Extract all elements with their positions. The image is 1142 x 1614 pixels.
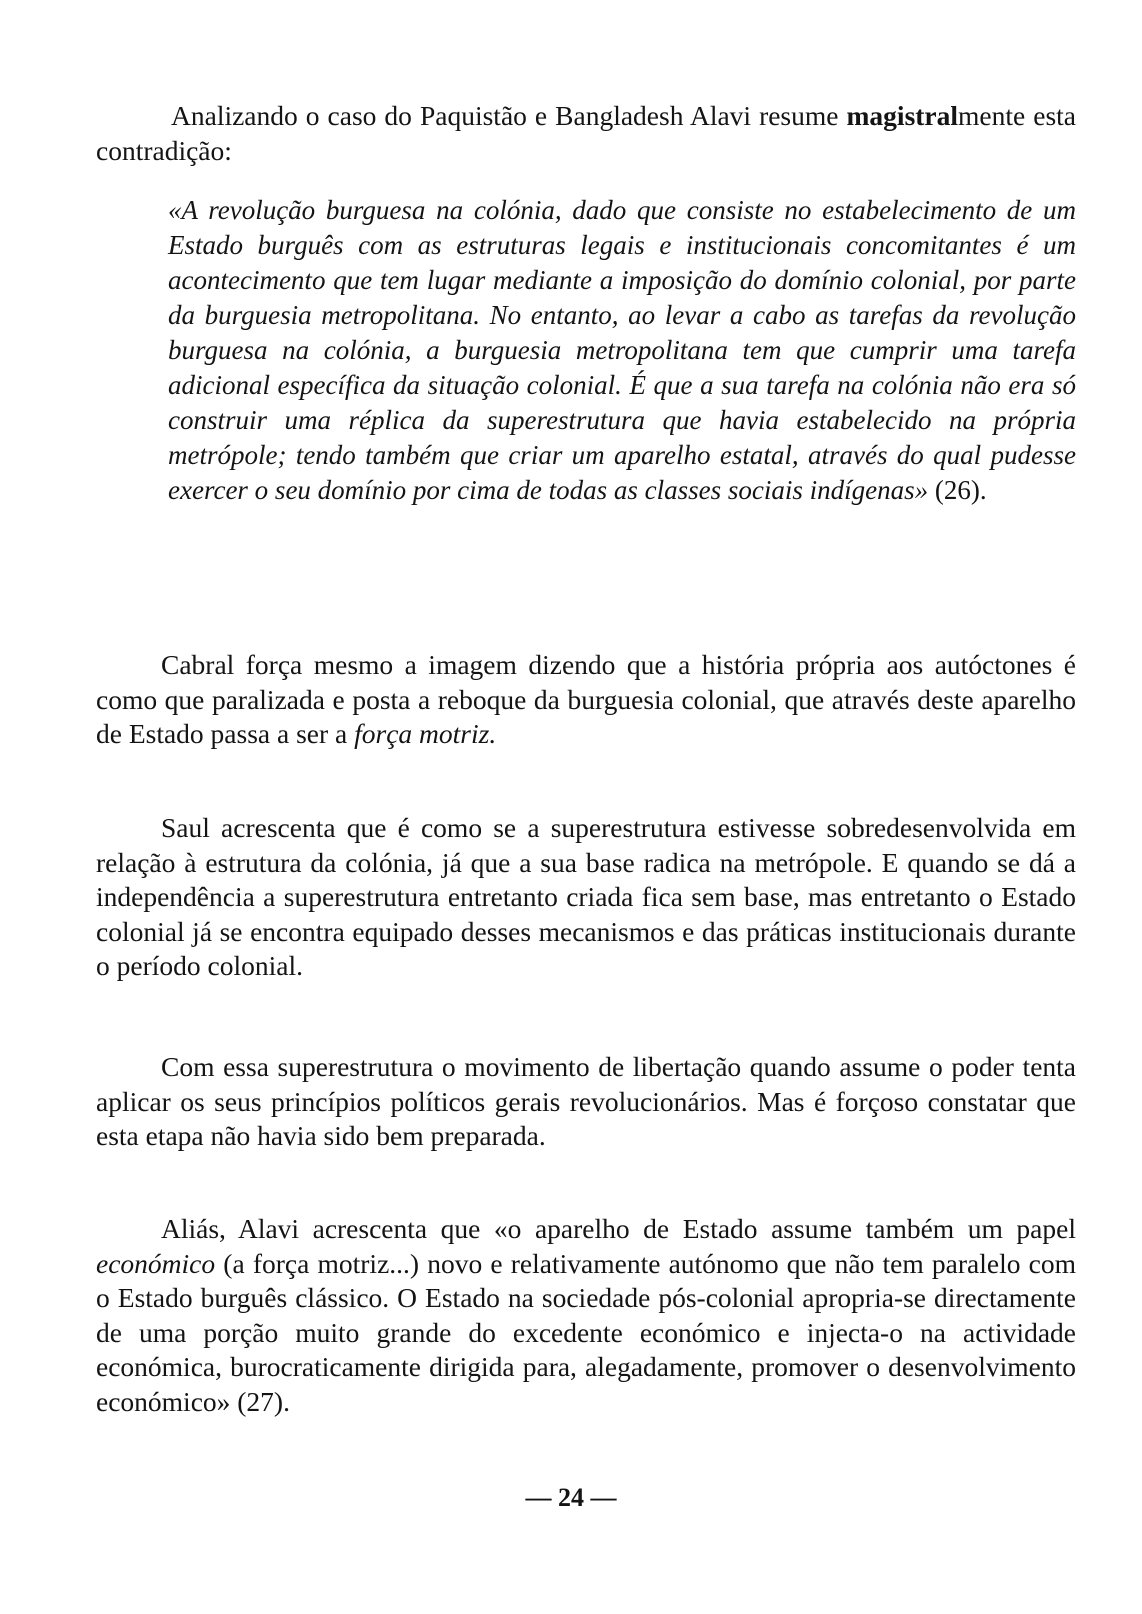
paragraph-cabral <box>96 648 1076 752</box>
quote-paragraph <box>168 193 1076 508</box>
cabral-emphasis: força motriz. <box>354 718 497 749</box>
quote-text: «A revolução burguesa na colónia, dado que consiste no estabelecimento de um Estado burguês com as estruturas legais e institucionais concomitantes é um acontecimento que tem lugar mediante a imposição do domínio colonial, por parte da burguesia metropolitana. No entanto, ao levar a cabo as tarefas da revolução burguesa na colónia, a burguesia metropolitana tem que cumprir uma tarefa adicional específica da situação colonial. É que a sua tarefa na colónia não era só construir uma réplica da superestrutura que havia estabelecido na própria metrópole; tendo também que criar um aparelho estatal, através do qual pudesse exercer o seu domínio por cima de todas as classes sociais indígenas» <box>168 195 1076 505</box>
block-quote <box>168 193 1076 508</box>
intro-bold-word: magistral <box>846 100 959 131</box>
alavi-emphasis: económico <box>96 1247 216 1279</box>
quote-citation: (26). <box>928 475 987 505</box>
paragraph-intro <box>96 99 1076 168</box>
paragraph-superstructure: Com essa superestrutura o movimento de libertação quando assume o poder tenta aplicar os seus princípios políticos gerais revolucionários. Mas é forçoso constatar que esta etapa não havia sido bem preparada. <box>96 1051 1076 1151</box>
paragraph-alavi <box>96 1212 1076 1419</box>
intro-text: Analizando o caso do Paquistão e Bangladesh Alavi resume <box>171 100 847 131</box>
intro-text-end: mente esta contradição: <box>96 100 1076 166</box>
cabral-text: Cabral força mesmo a imagem dizendo que a história própria aos autóctones é como que paralizada e posta a reboque da burguesia colonial, que através deste aparelho de Estado passa a ser a <box>96 649 1076 749</box>
page-number: — 24 — <box>525 1483 617 1512</box>
paragraph-saul: Saul acrescenta que é como se a superestrutura estivesse sobredesenvolvida em relação à estrutura da colónia, já que a sua base radica na metrópole. E quando se dá a independência a superestrutura entretanto criada fica sem base, mas entretanto o Estado colonial já se encontra equipado desses mecanismos e das práticas institucionais durante o período colonial. <box>96 812 1076 981</box>
alavi-text-start: Aliás, Alavi acrescenta que «o aparelho de Estado assume também um papel <box>161 1213 1076 1244</box>
alavi-text-end: (a força motriz...) novo e relativamente autónomo que não tem paralelo com o Estado burguês clássico. O Estado na sociedade pós-colonial apropria-se directamente de uma porção muito grande do excedente económico e injecta-o na actividade económica, burocraticamente dirigida para, alegadamente, promover o desenvolvimento económico» (27). <box>96 1247 1076 1417</box>
